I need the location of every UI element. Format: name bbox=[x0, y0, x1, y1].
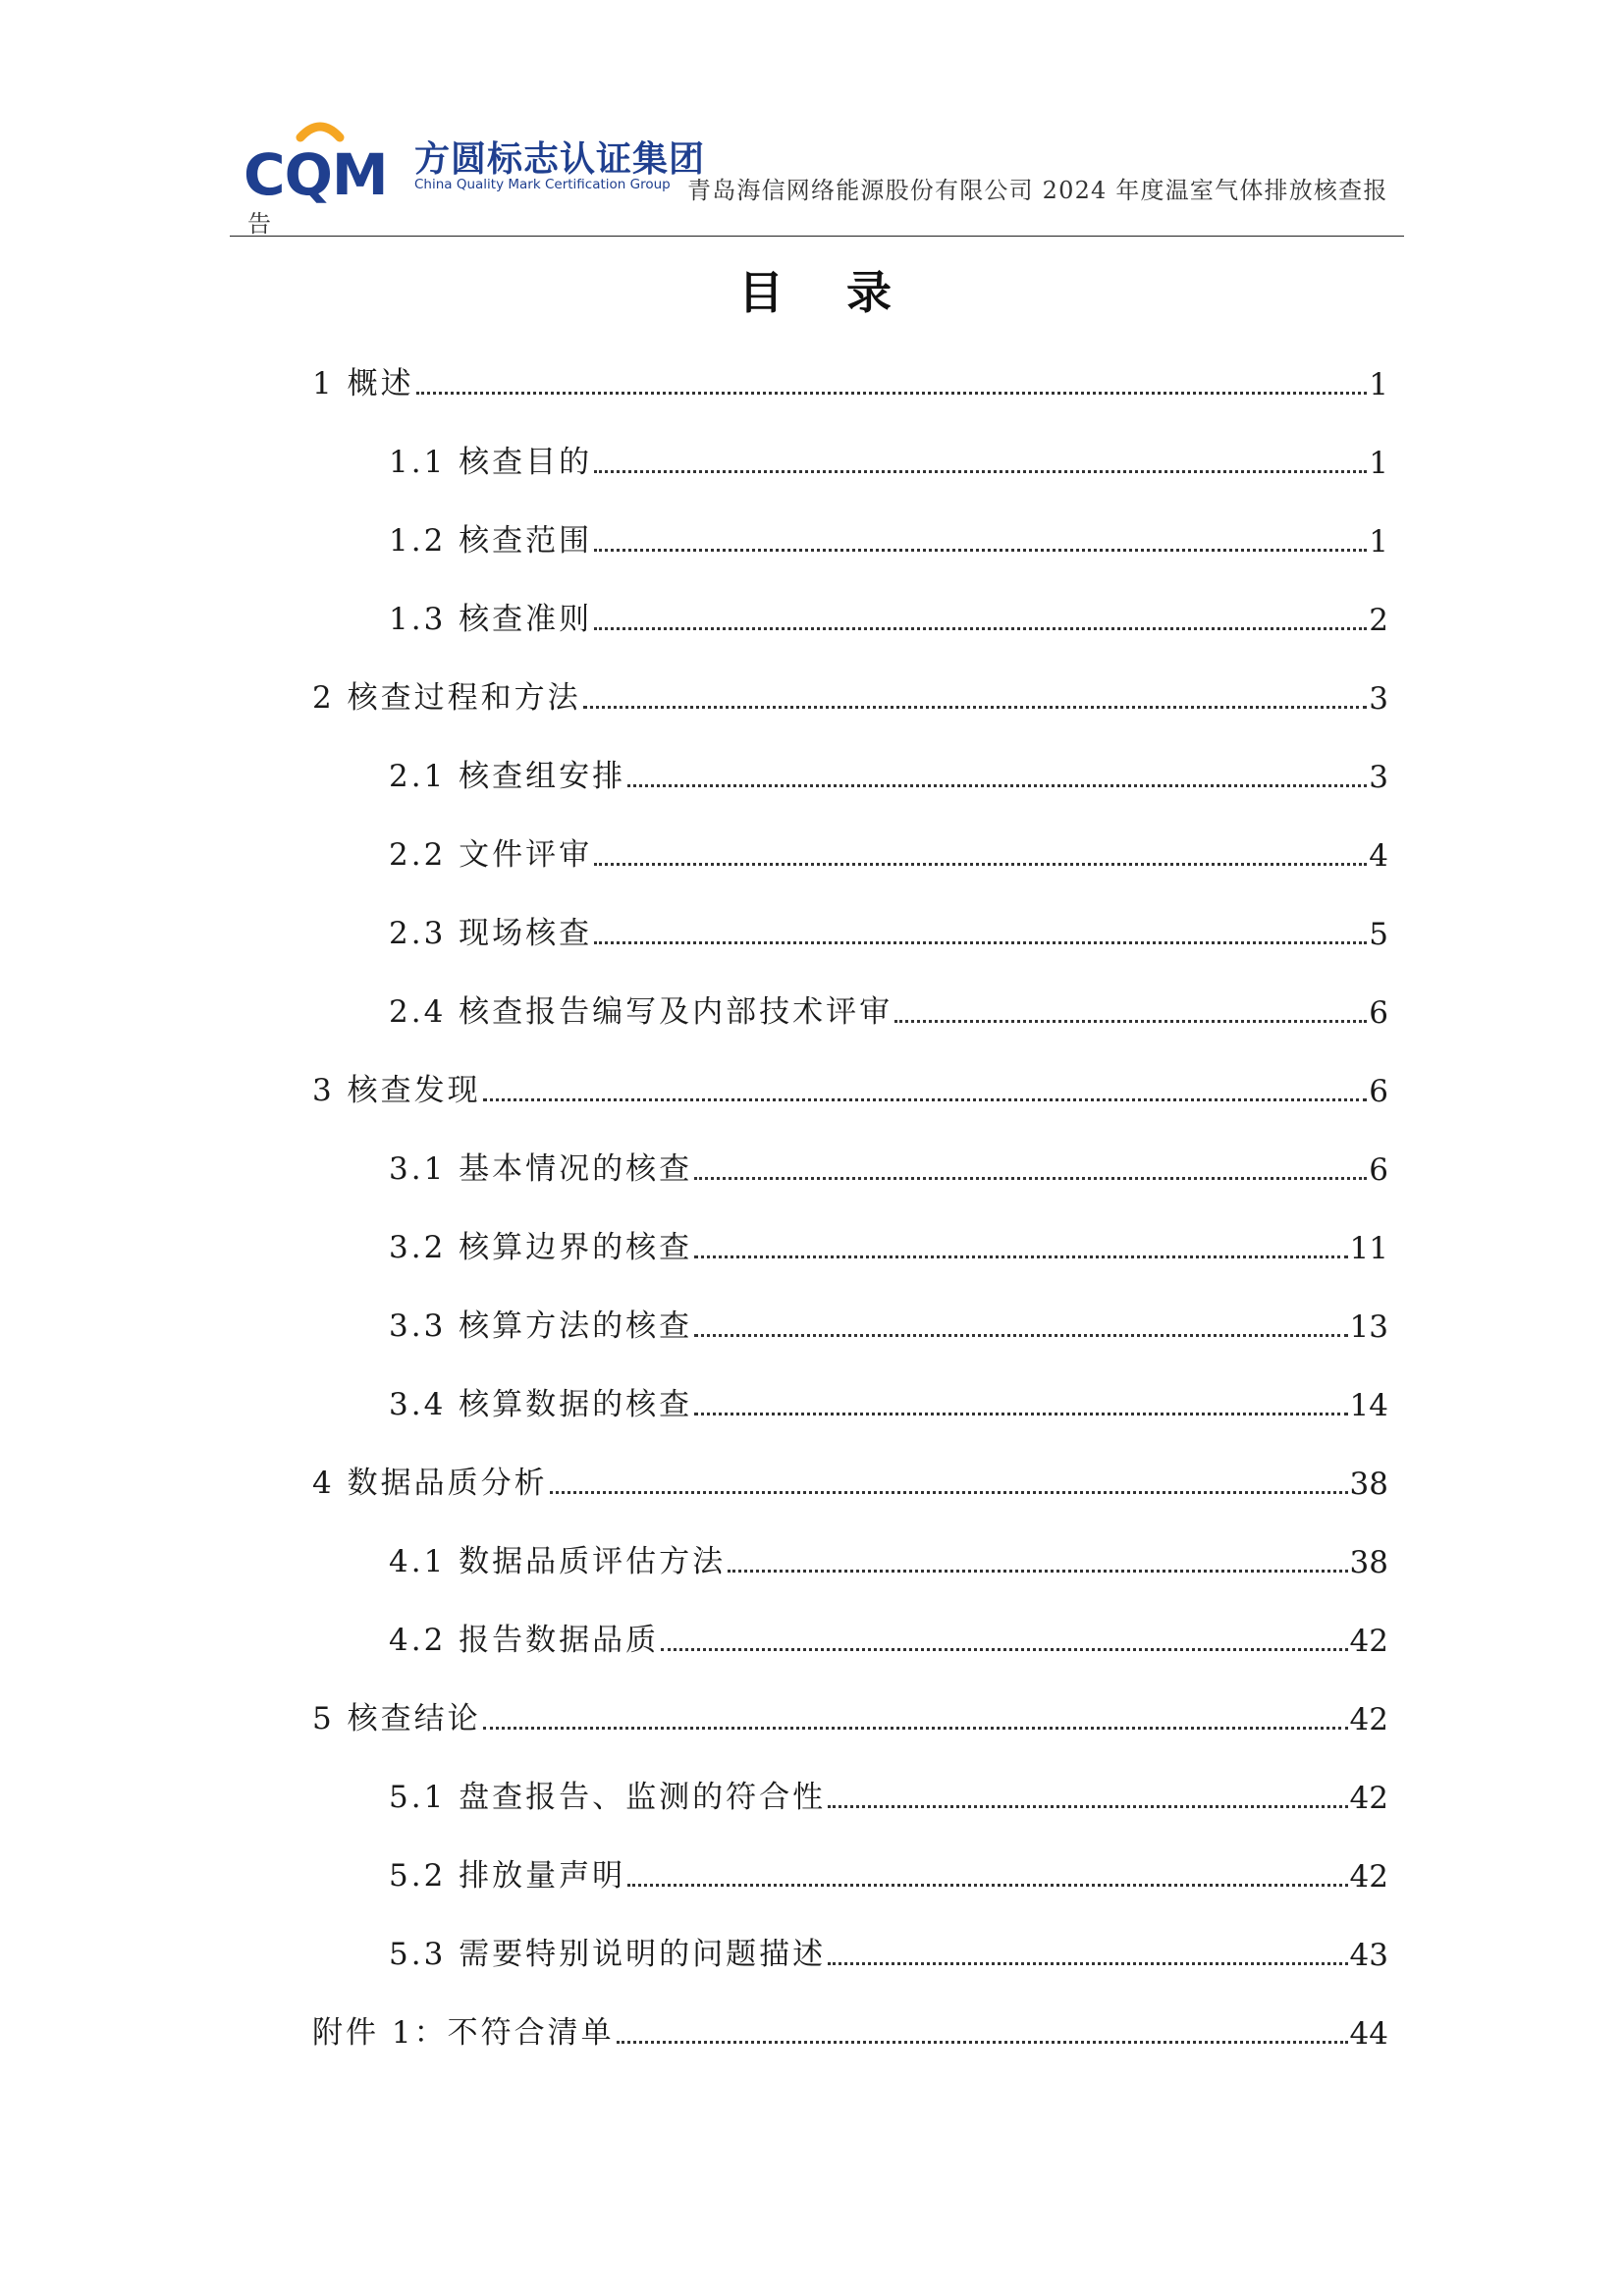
toc-entry-page-number: 3 bbox=[1369, 681, 1388, 717]
toc-dot-leader bbox=[594, 627, 1367, 630]
toc-entry-label: 1.3 核查准则 bbox=[389, 602, 593, 637]
toc-entry[interactable] bbox=[389, 1851, 1388, 1895]
toc-entry[interactable] bbox=[389, 595, 1388, 638]
toc-dot-leader bbox=[694, 1177, 1367, 1180]
toc-entry-page-number: 6 bbox=[1369, 995, 1388, 1031]
toc-entry-page-number: 43 bbox=[1349, 1938, 1388, 1973]
toc-entry-page-number: 4 bbox=[1369, 838, 1388, 874]
toc-dot-leader bbox=[627, 784, 1367, 787]
toc-entry-label: 4.1 数据品质评估方法 bbox=[389, 1544, 727, 1579]
toc-entry-page-number: 5 bbox=[1369, 917, 1388, 952]
toc-entry[interactable] bbox=[389, 1773, 1388, 1816]
toc-entry[interactable] bbox=[312, 359, 1388, 402]
toc-entry-page-number: 6 bbox=[1369, 1074, 1388, 1109]
toc-entry-label: 3.4 核算数据的核查 bbox=[389, 1387, 693, 1422]
toc-dot-leader bbox=[416, 392, 1368, 395]
page-header bbox=[0, 0, 1624, 240]
toc-entry-label: 3.1 基本情况的核查 bbox=[389, 1151, 693, 1187]
toc-entry-label: 2.1 核查组安排 bbox=[389, 759, 626, 794]
toc-entry-label: 2 核查过程和方法 bbox=[312, 680, 581, 716]
toc-entry-label: 3.2 核算边界的核查 bbox=[389, 1230, 693, 1265]
toc-entry[interactable] bbox=[389, 1302, 1388, 1345]
toc-entry-label: 4.2 报告数据品质 bbox=[389, 1623, 660, 1658]
toc-entry[interactable] bbox=[312, 2008, 1388, 2052]
toc-dot-leader bbox=[483, 1098, 1368, 1101]
toc-entry-label: 5.3 需要特别说明的问题描述 bbox=[389, 1937, 827, 1972]
toc-entry-page-number: 1 bbox=[1369, 446, 1388, 481]
toc-dot-leader bbox=[594, 470, 1367, 473]
toc-entry-page-number: 1 bbox=[1369, 524, 1388, 560]
toc-entry-label: 附件 1：不符合清单 bbox=[312, 2015, 615, 2051]
toc-entry-label: 1.1 核查目的 bbox=[389, 445, 593, 480]
toc-entry-label: 5.1 盘查报告、监测的符合性 bbox=[389, 1780, 827, 1815]
toc-entry-page-number: 11 bbox=[1349, 1231, 1388, 1266]
toc-entry[interactable] bbox=[389, 1380, 1388, 1423]
logo-company-name-cn: 方圆标志认证集团 bbox=[414, 139, 706, 180]
toc-dot-leader bbox=[617, 2041, 1348, 2044]
toc-entry[interactable] bbox=[389, 438, 1388, 481]
toc-entry-page-number: 42 bbox=[1349, 1781, 1388, 1816]
toc-dot-leader bbox=[661, 1648, 1347, 1651]
logo-company-name-en: China Quality Mark Certification Group bbox=[414, 177, 671, 192]
toc-entry-page-number: 13 bbox=[1349, 1309, 1388, 1345]
toc-entry[interactable] bbox=[312, 673, 1388, 717]
report-header-title-wrap: 告 bbox=[247, 210, 271, 238]
toc-entry[interactable] bbox=[312, 1459, 1388, 1502]
toc-entry-label: 3.3 核算方法的核查 bbox=[389, 1308, 693, 1344]
toc-entry-page-number: 42 bbox=[1349, 1702, 1388, 1737]
toc-entry-label: 1 概述 bbox=[312, 366, 414, 401]
toc-dot-leader bbox=[694, 1334, 1347, 1337]
toc-entry-label: 5 核查结论 bbox=[312, 1701, 481, 1736]
toc-dot-leader bbox=[550, 1491, 1348, 1494]
toc-dot-leader bbox=[694, 1255, 1347, 1258]
toc-entry-page-number: 1 bbox=[1369, 367, 1388, 402]
company-logo bbox=[244, 116, 706, 204]
toc-dot-leader bbox=[828, 1962, 1347, 1965]
cqm-logo-icon bbox=[244, 116, 401, 204]
toc-entry[interactable] bbox=[389, 1930, 1388, 1973]
toc-entry-page-number: 6 bbox=[1369, 1152, 1388, 1188]
toc-entry-label: 1.2 核查范围 bbox=[389, 523, 593, 559]
toc-dot-leader bbox=[694, 1413, 1347, 1415]
toc-entry[interactable] bbox=[312, 1066, 1388, 1109]
toc-entry-label: 2.4 核查报告编写及内部技术评审 bbox=[389, 994, 893, 1030]
toc-dot-leader bbox=[894, 1020, 1367, 1023]
toc-entry-page-number: 38 bbox=[1349, 1545, 1388, 1580]
toc-entry-page-number: 38 bbox=[1349, 1467, 1388, 1502]
toc-entry[interactable] bbox=[389, 1616, 1388, 1659]
toc-entry[interactable] bbox=[389, 1145, 1388, 1188]
toc-entry-page-number: 42 bbox=[1349, 1859, 1388, 1895]
toc-entry[interactable] bbox=[389, 1537, 1388, 1580]
toc-entry-page-number: 3 bbox=[1369, 760, 1388, 795]
toc-entry[interactable] bbox=[389, 830, 1388, 874]
toc-title: 目 录 bbox=[737, 266, 915, 319]
toc-entry-label: 4 数据品质分析 bbox=[312, 1466, 548, 1501]
toc-entry[interactable] bbox=[312, 1694, 1388, 1737]
toc-entry[interactable] bbox=[389, 516, 1388, 560]
toc-entry-label: 3 核查发现 bbox=[312, 1073, 481, 1108]
toc-entry[interactable] bbox=[389, 909, 1388, 952]
toc-dot-leader bbox=[583, 706, 1368, 709]
toc-entry[interactable] bbox=[389, 752, 1388, 795]
toc-dot-leader bbox=[594, 941, 1367, 944]
header-divider bbox=[230, 236, 1404, 237]
toc-entry[interactable] bbox=[389, 1223, 1388, 1266]
toc-entry-page-number: 44 bbox=[1349, 2016, 1388, 2052]
toc-entry[interactable] bbox=[389, 988, 1388, 1031]
toc-dot-leader bbox=[728, 1570, 1347, 1573]
toc-dot-leader bbox=[483, 1727, 1348, 1730]
report-header-title: 青岛海信网络能源股份有限公司 2024 年度温室气体排放核查报 bbox=[687, 177, 1388, 204]
toc-dot-leader bbox=[594, 549, 1367, 552]
toc-entry-label: 5.2 排放量声明 bbox=[389, 1858, 626, 1894]
logo-mark-text: CQM bbox=[244, 141, 388, 204]
toc-entry-label: 2.2 文件评审 bbox=[389, 837, 593, 873]
toc-entry-page-number: 2 bbox=[1369, 603, 1388, 638]
toc-entry-page-number: 14 bbox=[1349, 1388, 1388, 1423]
toc-dot-leader bbox=[627, 1884, 1347, 1887]
toc-entry-label: 2.3 现场核查 bbox=[389, 916, 593, 951]
toc-dot-leader bbox=[594, 863, 1367, 866]
toc-dot-leader bbox=[828, 1805, 1347, 1808]
toc-entry-page-number: 42 bbox=[1349, 1624, 1388, 1659]
